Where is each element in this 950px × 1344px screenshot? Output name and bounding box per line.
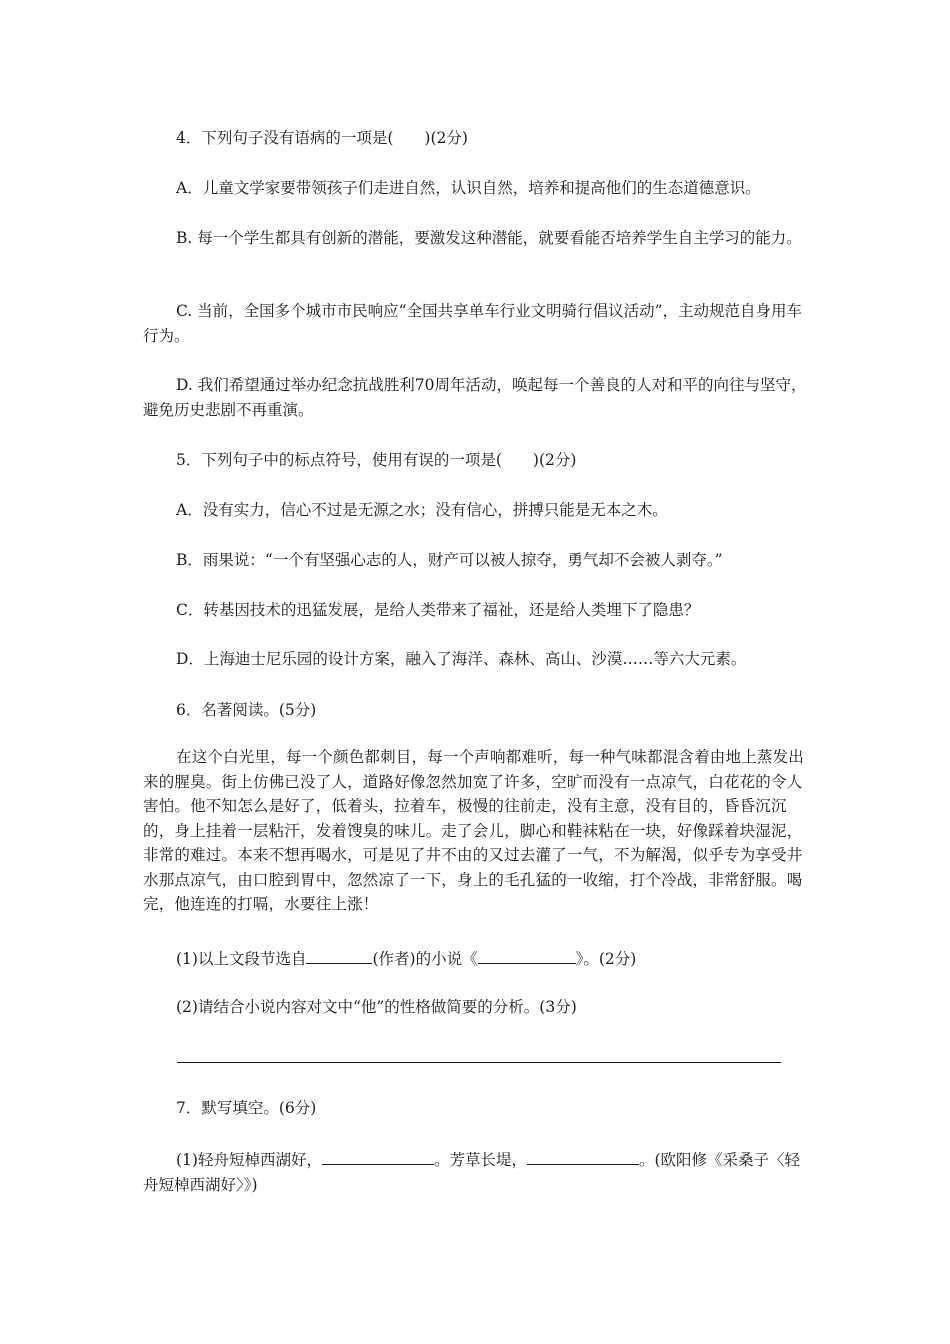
q6-sub1-middle: (作者)的小说《 [372,950,478,968]
q7-stem: 7．默写填空。(6分) [176,1099,317,1117]
q5-option-b: B．雨果说：“一个有坚强心志的人，财产可以被人掠夺，勇气却不会被人剥夺。” [176,551,723,569]
author-blank[interactable] [306,945,372,964]
answer-line[interactable] [177,1062,781,1063]
q4-option-a: A．儿童文学家要带领孩子们走进自然，认识自然，培养和提高他们的生态道德意识。 [176,179,761,197]
novel-title-blank[interactable] [478,945,576,964]
q6-sub1-prefix: (1)以上文段节选自 [176,950,307,968]
q5-option-c: C．转基因技术的迅猛发展，是给人类带来了福祉，还是给人类埋下了隐患？ [176,601,700,619]
q4-option-c: C. 当前，全国多个城市市民响应“全国共享单车行业文明骑行倡议活动”，主动规范自身用车行为。 [143,302,803,345]
q6-sub1-suffix: 》。(2分) [575,950,637,968]
q7-sub1-prefix: (1)轻舟短棹西湖好， [176,1151,322,1169]
q6-stem: 6．名著阅读。(5分) [176,701,317,719]
q7-sub1-middle: 。芳草长堤， [433,1151,527,1169]
q6-passage: 在这个白光里，每一个颜色都刺目，每一个声响都难听，每一种气味都混含着由地上蒸发出来的腥臭。街上仿佛已没了人，道路好像忽然加宽了许多，空旷而没有一点凉气，白花花的令人害怕。他不知怎么是好了，低着头，拉着车，极慢的往前走，没有主意，没有目的，昏昏沉沉的，身上挂着一层粘汗，发着馊臭的味儿。走了会儿，脚心和鞋袜粘在一块，好像踩着块湿泥，非常的难过。本来不想再喝水，可是见了井不由的又过去灌了一气，不为解渴，似乎专为享受井水那点凉气，由口腔到胃中，忽然凉了一下，身上的毛孔猛的一收缩，打个冷战，非常舒服。喝完，他连连的打嗝，水要往上涨！ [143,748,805,913]
poem-blank-1[interactable] [322,1146,434,1165]
q6-sub1 [143,945,807,972]
q4-option-b: B. 每一个学生都具有创新的潜能，要激发这种潜能，就要看能否培养学生自主学习的能力。 [176,229,802,247]
q7-sub1-suffix: 。(欧阳修《采桑子〈轻舟短棹西湖好〉》) [143,1151,801,1194]
q4-option-d: D. 我们希望通过举办纪念抗战胜利70周年活动，唤起每一个善良的人对和平的向往与坚守，避免历史悲剧不再重演。 [143,376,807,419]
q5-stem: 5．下列句子中的标点符号，使用有误的一项是( )(2分) [176,451,577,469]
q6-sub2: (2)请结合小说内容对文中“他”的性格做简要的分析。(3分) [176,998,577,1016]
q5-option-d: D．上海迪士尼乐园的设计方案，融入了海洋、森林、高山、沙漠……等六大元素。 [176,650,747,668]
poem-blank-2[interactable] [527,1146,639,1165]
q5-option-a: A．没有实力，信心不过是无源之水；没有信心，拼搏只能是无本之木。 [176,501,668,519]
q4-stem: 4．下列句子没有语病的一项是( )(2分) [176,129,468,147]
q7-sub1 [143,1146,807,1198]
